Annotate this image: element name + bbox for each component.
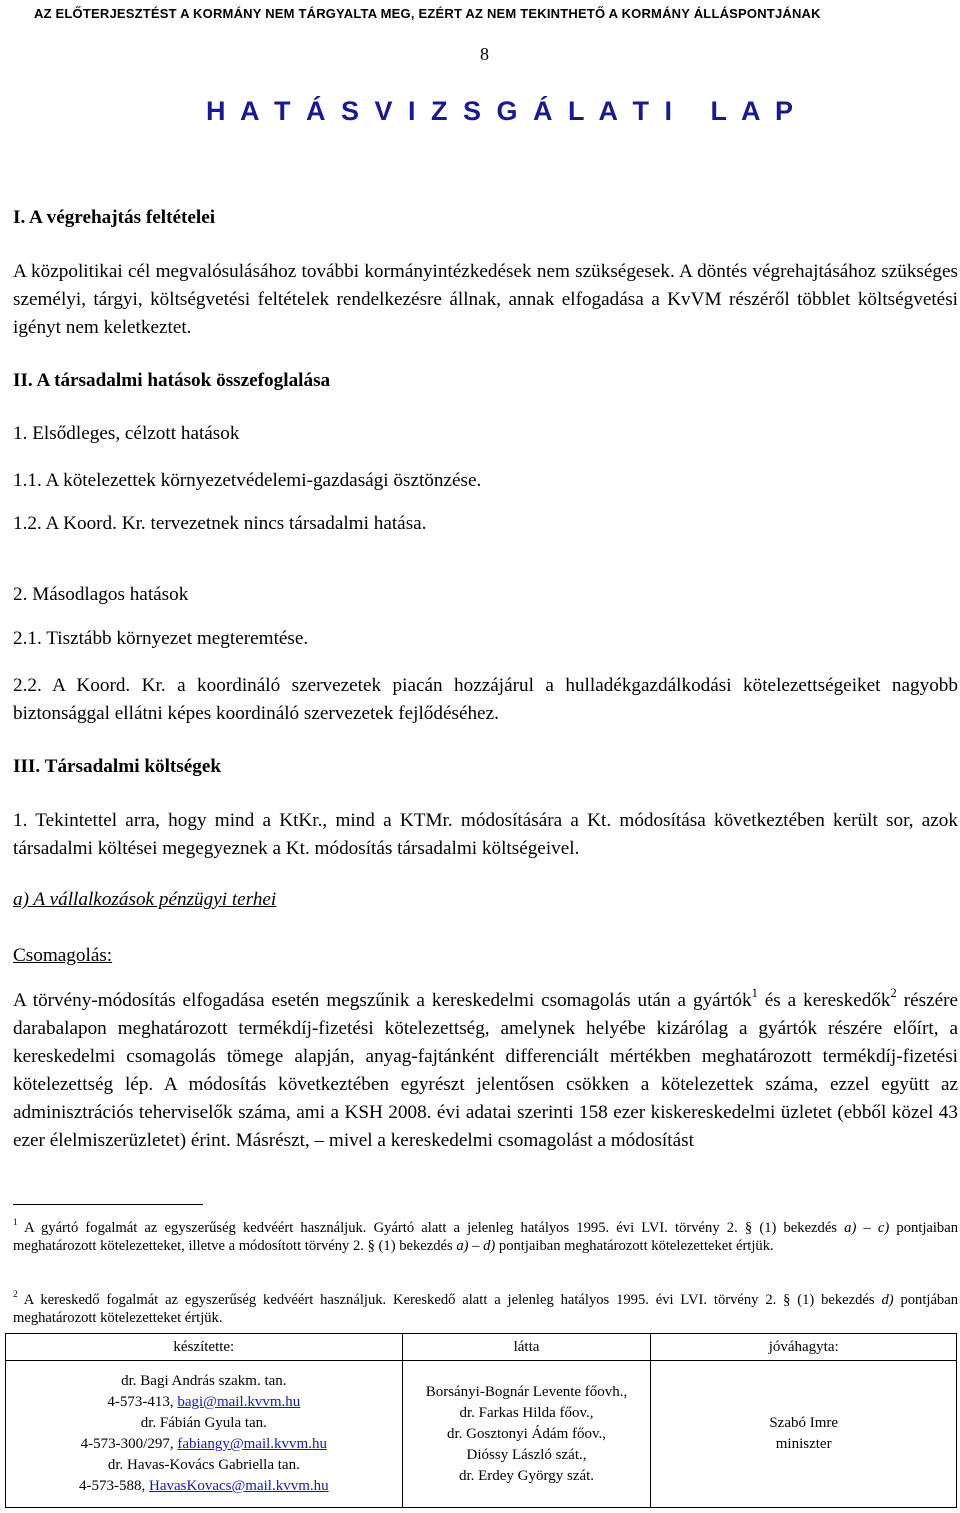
section-1-heading: I. A végrehajtás feltételei [13,207,216,228]
approver-title: miniszter [775,1436,832,1452]
prepared-by-cell [6,1361,403,1508]
signoff-table [5,1333,957,1508]
primary-effects: 1. Elsődleges, célzott hatások [13,423,240,444]
item-2-2: 2.2. A Koord. Kr. a koordináló szervezetek piacán hozzájárul a hulladékgazdálkodási kötelezettségeiket nagyobb biztonsággal ellátni képes koordináló szervezetek fejlődéséhez. [13,675,958,724]
subsection-a-heading: a) A vállalkozások pénzügyi terhei [13,889,277,910]
footnote-2: $^2$ A kereskedő fogalmát az egyszerűség kedvéért használjuk. Kereskedő alatt a jelenleg hatályos 1995. évi LVI. törvény 2. § (1) bekezdés d) pontjában meghatározott kötelezetteket értjük. [13,1290,959,1326]
packaging-label: Csomagolás: [13,945,113,966]
reviewer-3: dr. Gosztonyi Ádám főov., [447,1425,607,1442]
item-1-2: 1.2. A Koord. Kr. tervezetnek nincs társadalmi hatása. [13,513,427,534]
approved-cell [651,1361,957,1508]
preparer-contact-2: 4-573-300/297, fabiangy@mail.kvvm.hu [80,1436,327,1452]
section-1-paragraph: A közpolitikai cél megvalósulásához további kormányintézkedések nem szükségesek. A döntés végrehajtásához szükséges személyi, tárgyi, költségvetési feltételek rendelkezésre állnak, annak elfogadása a KvVM részéről többlet költségvetési igényt nem keletkeztet. [13,261,958,338]
preparer-email-1[interactable]: bagi@mail.kvvm.hu [177,1394,301,1410]
document-title: H A T Á S V I Z S G Á L A T I L A P [206,96,798,126]
reviewer-2: dr. Farkas Hilda főov., [459,1404,594,1421]
preparer-contact-1: 4-573-413, bagi@mail.kvvm.hu [107,1394,301,1410]
section-3-heading: III. Társadalmi költségek [13,756,222,777]
secondary-effects: 2. Másodlagos hatások [13,584,189,605]
reviewer-4: Dióssy László szát., [466,1446,587,1463]
page-number: 8 [480,44,489,64]
preparer-name-3: dr. Havas-Kovács Gabriella tan. [107,1457,300,1473]
page-header: AZ ELŐTERJESZTÉST A KORMÁNY NEM TÁRGYALTA MEG, EZÉRT AZ NEM TEKINTHETŐ A KORMÁNY ÁLLÁSPONTJÁNAK [34,6,821,21]
preparer-name-1: dr. Bagi András szakm. tan. [121,1373,287,1389]
reviewed-cell [402,1361,651,1508]
packaging-paragraph: A törvény-módosítás elfogadása esetén megszűnik a kereskedelmi csomagolás után a gyártók$^1$ és a kereskedők$^2$ részére darabalapon meghatározott termékdíj-fizetési kötelezettség, amelynek helyébe kizárólag a gyártók részére előírt, a kereskedelmi csomagolás tömege alapján, anyag-fajtánként differenciált mértékben meghatározott termékdíj-fizetési kötelezettség lép. A módosítás következtében egyrészt jelentősen csökken a kötelezettek száma, ezzel együtt az adminisztrációs teherviselők száma, ami a KSH 2008. évi adatai szerinti 158 ezer kiskereskedelmi üzletet (ebből közel 43 ezer élelmiszerüzletet) érint. Másrészt, – mivel a kereskedelmi csomagolást a módosítást [13,986,958,1151]
preparer-email-3[interactable]: HavasKovacs@mail.kvvm.hu [149,1478,329,1494]
item-1-1: 1.1. A kötelezettek környezetvédelemi-gazdasági ösztönzése. [13,470,482,491]
prepared-by-header: készítette: [6,1334,403,1361]
footnote-separator [13,1204,203,1205]
reviewed-header: látta [402,1334,651,1361]
reviewer-5: dr. Erdey György szát. [458,1467,595,1484]
approver-name: Szabó Imre [769,1415,839,1431]
section-3-paragraph: 1. Tekintettel arra, hogy mind a KtKr., mind a KTMr. módosítására a Kt. módosítása következtében került sor, azok társadalmi költései megegyeznek a Kt. módosítás társadalmi költségeivel. [13,810,958,859]
reviewer-1: Borsányi-Bognár Levente főovh., [425,1383,628,1400]
item-2-1: 2.1. Tisztább környezet megteremtése. [13,628,309,649]
preparer-contact-3: 4-573-588, HavasKovacs@mail.kvvm.hu [79,1478,329,1494]
preparer-name-2: dr. Fábián Gyula tan. [140,1415,267,1431]
approved-header: jóváhagyta: [651,1334,957,1361]
section-2-heading: II. A társadalmi hatások összefoglalása [13,370,331,391]
footnote-1: $^1$ A gyártó fogalmát az egyszerűség kedvéért használjuk. Gyártó alatt a jelenleg hatályos 1995. évi LVI. törvény 2. § (1) bekezdés a) – c) pontjaiban meghatározott kötelezetteket, illetve a módosított törvény 2. § (1) bekezdés a) – d) pontjaiban meghatározott kötelezetteket értjük. [13,1218,959,1254]
preparer-email-2[interactable]: fabiangy@mail.kvvm.hu [177,1436,327,1452]
